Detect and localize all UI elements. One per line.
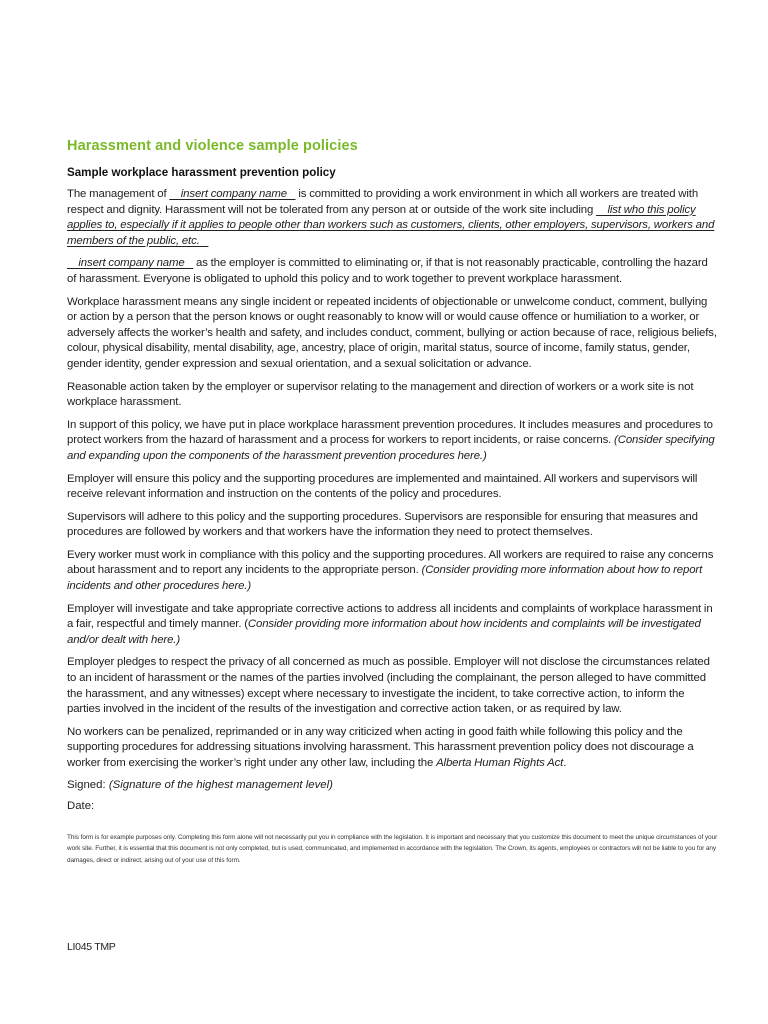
company-name-placeholder: insert company name [78, 257, 185, 270]
form-code: LI045 TMP [67, 941, 116, 953]
text-segment: . [563, 757, 567, 769]
paragraph-investigation [67, 602, 718, 649]
guidance-note: Consider providing more information about how incidents and complaints will be investigated and/or dealt with here.) [67, 618, 701, 646]
text-segment: is committed to providing a work environment in which all workers are treated with respect and dignity. Harassment will not be tolerated from any person at or outside of the work site including [67, 188, 699, 216]
signature-line [67, 779, 718, 791]
date-label: Date: [67, 799, 95, 812]
text-segment: as the employer is committed to eliminating or, if that is not reasonably practicable, controlling the hazard of harassment. Everyone is obligated to uphold this policy and to work together to prevent workplace harassment. [67, 257, 708, 285]
text-segment: Employer will investigate and take appropriate corrective actions to address all incidents and complaints of workplace harassment in a fair, respectful and timely manner. ( [67, 602, 713, 631]
paragraph-no-reprisal [67, 725, 718, 772]
paragraph-employer-duty: Employer will ensure this policy and the supporting procedures are implemented and maintained. All workers and supervisors will receive relevant information and instruction on the contents of the policy and procedures. [67, 472, 698, 501]
signature-placeholder: (Signature of the highest management level) [108, 778, 333, 791]
text-segment: No workers can be penalized, reprimanded or in any way criticized when acting in good faith while following this policy and the supporting procedures for addressing situations involving harassment. This harassment prevention policy does not discourage a worker from exercising the worker’s right under any other law, including the [67, 725, 694, 769]
paragraph-privacy: Employer pledges to respect the privacy of all concerned as much as possible. Employer will not disclose the circumstances related to an incident of harassment or the names of the parties involved (including the complainant, the person alleged to have committed the harassment, and any witnesses) except where necessary to investigate the incident, to take corrective action, to inform the parties involved in the incident of the results of the investigation and corrective action taken, or as required by law. [67, 656, 710, 716]
paragraph-worker-duty [67, 548, 718, 595]
paragraph-supervisor-duty: Supervisors will adhere to this policy and the supporting procedures. Supervisors are responsible for ensuring that measures and procedures are followed by workers and that workers have the information they need to protect themselves. [67, 510, 698, 539]
signed-label: Signed: [67, 778, 109, 791]
paragraph-commitment [67, 187, 718, 249]
section-subtitle: Sample workplace harassment prevention policy [67, 166, 336, 179]
paragraph-employer-commitment [67, 256, 718, 287]
guidance-note: (Consider providing more information about how to report incidents and other procedures here.) [67, 564, 703, 593]
paragraph-procedures [67, 418, 718, 465]
paragraph-reasonable-action: Reasonable action taken by the employer or supervisor relating to the management and direction of workers or a work site is not workplace harassment. [67, 380, 694, 409]
act-name: Alberta Human Rights Act [436, 757, 564, 769]
guidance-note: (Consider specifying and expanding upon the components of the harassment prevention procedures here.) [67, 434, 715, 462]
text-segment: The management of [67, 188, 170, 200]
text-segment: Every worker must work in compliance with this policy and the supporting procedures. All workers are required to raise any concerns about harassment and to report any incidents to the appropriate person. [67, 548, 714, 577]
text-segment: In support of this policy, we have put in place workplace harassment prevention procedures. It includes measures and procedures to protect workers from the hazard of harassment and a process for workers to report incidents, or raise concerns. [67, 418, 713, 447]
policy-scope-placeholder: list who this policy applies to, especially if it applies to people other than workers such as customers, clients, other employers, supervisors, workers and members of the public, etc. [67, 203, 715, 247]
company-name-placeholder: insert company name [180, 188, 287, 200]
paragraph-definition: Workplace harassment means any single incident or repeated incidents of objectionable or unwelcome conduct, comment, bullying or action by a person that the person knows or ought reasonably to know will or would cause offence or humiliation to a worker, or adversely affects the worker’s health and safety, and includes conduct, comment, bullying or action because of race, religious beliefs, colour, physical disability, mental disability, age, ancestry, place of origin, marital status, source of income, family status, gender, gender identity, gender expression and sexual orientation, and a sexual solicitation or advance. [67, 295, 717, 370]
disclaimer-text: This form is for example purposes only. Completing this form alone will not necessarily put you in compliance with the legislation. It is important and necessary that you customize this document to meet the unique circumstances of your work site. Further, it is essential that this document is not only completed, but is used, communicated, and implemented in accordance with the legislation. The Crown, its agents, employees or contractors will not be liable to you for any damages, direct or indirect, arising out of your use of this form. [67, 833, 718, 864]
page-title: Harassment and violence sample policies [67, 138, 358, 154]
